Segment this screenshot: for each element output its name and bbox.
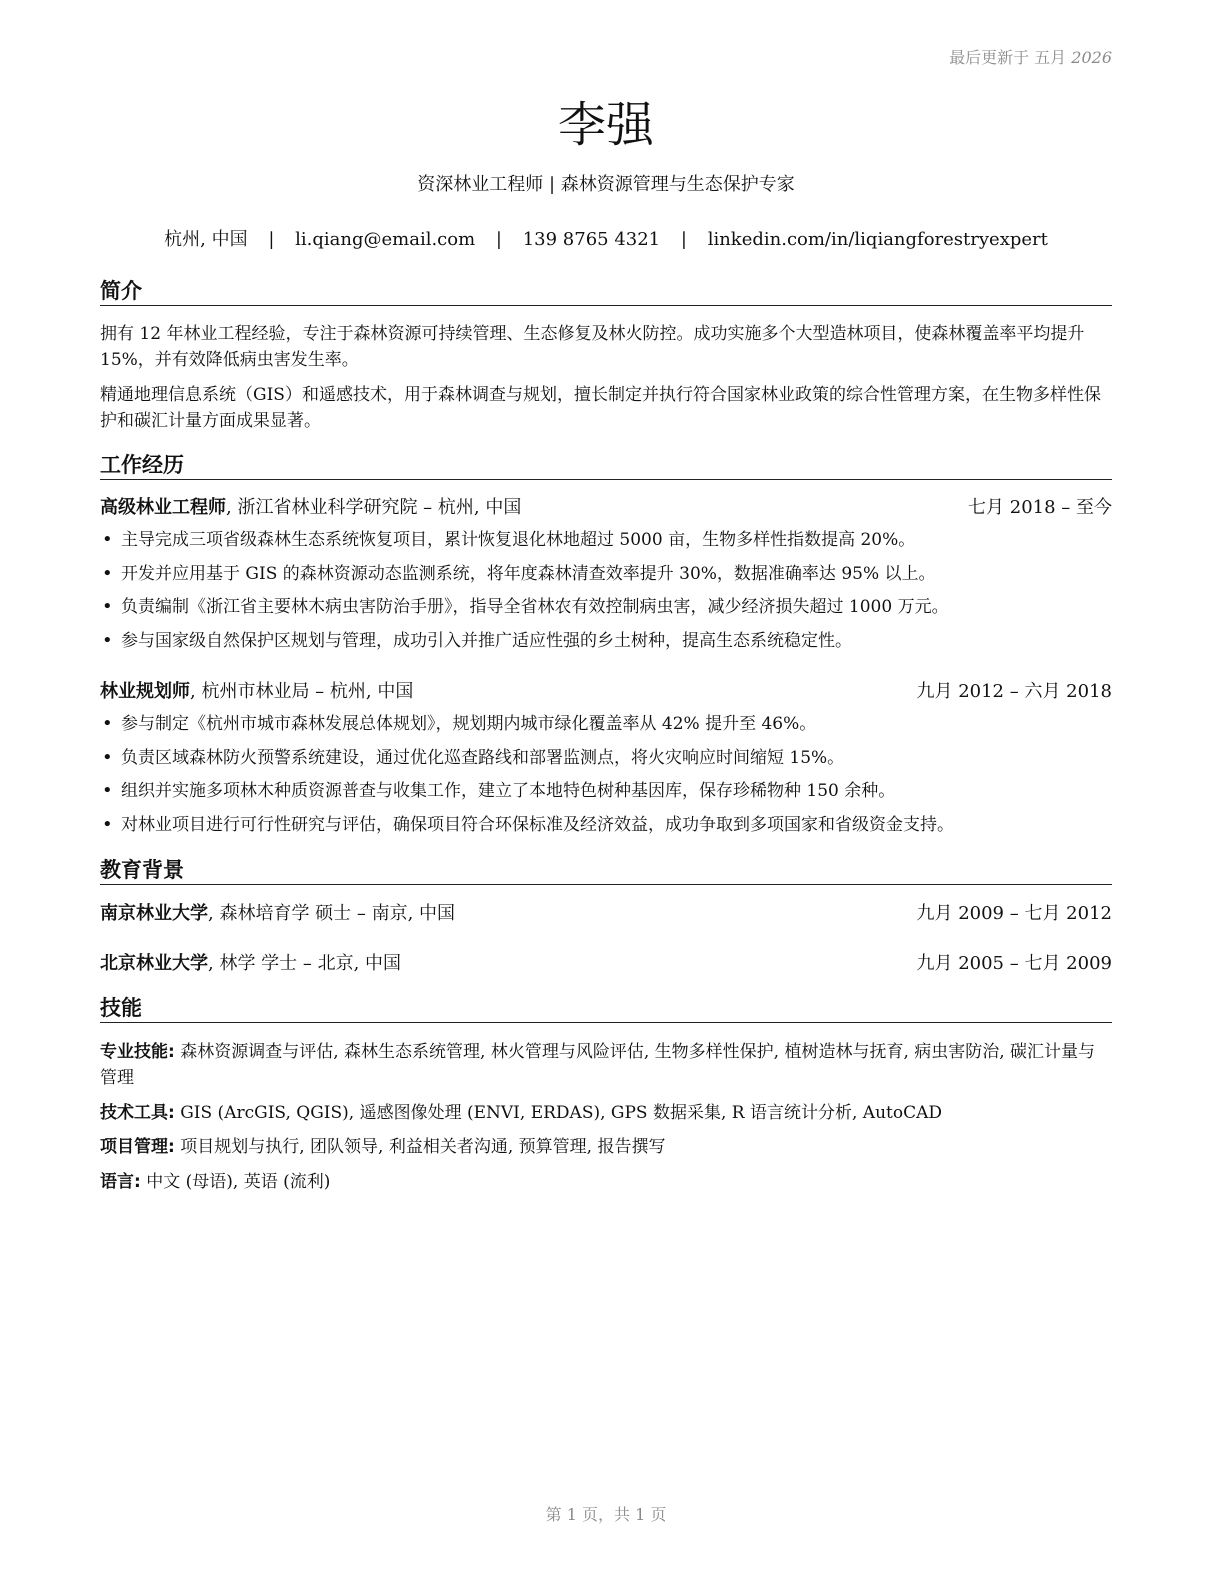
degree-detail: , 林学 学士 – 北京, 中国 <box>208 953 402 974</box>
contact-phone: 139 8765 4321 <box>522 229 661 250</box>
degree-detail: , 森林培育学 硕士 – 南京, 中国 <box>208 903 456 924</box>
contact-line <box>100 225 1112 251</box>
list-item: • 参与国家级自然保护区规划与管理，成功引入并推广适应性强的乡土树种，提高生态系统稳定性。 <box>100 628 1112 662</box>
school-name: 北京林业大学 <box>100 953 208 974</box>
contact-email-link[interactable]: li.qiang@email.com <box>295 229 476 250</box>
resume-page <box>100 0 1112 1584</box>
education-item <box>100 952 1112 976</box>
candidate-headline: 资深林业工程师 | 森林资源管理与生态保护专家 <box>417 174 795 195</box>
skill-label: 语言: <box>100 1172 141 1192</box>
skill-text: 中文 (母语), 英语 (流利) <box>140 1172 331 1192</box>
job-role: 高级林业工程师 <box>100 497 226 518</box>
skill-line <box>100 1100 1112 1126</box>
contact-separator: | <box>495 229 502 250</box>
summary-paragraph: 精通地理信息系统（GIS）和遥感技术，用于森林调查与规划，擅长制定并执行符合国家林业政策的综合性管理方案，在生物多样性保护和碳汇计量方面成果显著。 <box>100 385 1101 431</box>
summary-paragraph: 拥有 12 年林业工程经验，专注于森林资源可持续管理、生态修复及林火防控。成功实施多个大型造林项目，使森林覆盖率平均提升 15%，并有效降低病虫害发生率。 <box>100 324 1085 370</box>
job-dates: 七月 2018 – 至今 <box>968 497 1112 518</box>
contact-separator: | <box>680 229 687 250</box>
candidate-name: 李强 <box>557 97 654 153</box>
list-item: • 负责编制《浙江省主要林木病虫害防治手册》，指导全省林农有效控制病虫害，减少经济损失超过 1000 万元。 <box>100 594 1112 628</box>
list-item: • 组织并实施多项林木种质资源普查与收集工作，建立了本地特色树种基因库，保存珍稀物种 150 余种。 <box>100 778 1112 812</box>
skill-text: 项目规划与执行, 团队领导, 利益相关者沟通, 预算管理, 报告撰写 <box>174 1137 666 1157</box>
job-header <box>100 680 1112 704</box>
list-item: • 负责区域森林防火预警系统建设，通过优化巡查路线和部署监测点，将火灾响应时间缩短 15%。 <box>100 745 1112 779</box>
skill-line <box>100 1134 1112 1160</box>
job-header <box>100 496 1112 520</box>
skill-line <box>100 1169 1112 1195</box>
skill-text: 森林资源调查与评估, 森林生态系统管理, 林火管理与风险评估, 生物多样性保护, 植树造林与抚育, 病虫害防治, 碳汇计量与管理 <box>100 1042 1096 1088</box>
education-dates: 九月 2005 – 七月 2009 <box>916 953 1112 974</box>
job-role: 林业规划师 <box>100 681 190 702</box>
list-item: • 对林业项目进行可行性研究与评估，确保项目符合环保标准及经济效益，成功争取到多项国家和省级资金支持。 <box>100 812 1112 846</box>
job-org: , 浙江省林业科学研究院 – 杭州, 中国 <box>226 497 522 518</box>
job-dates: 九月 2012 – 六月 2018 <box>916 681 1112 702</box>
job-org: , 杭州市林业局 – 杭州, 中国 <box>190 681 414 702</box>
job-bullets <box>100 527 1112 661</box>
last-updated-year: 2026 <box>1071 48 1112 67</box>
skill-text: GIS (ArcGIS, QGIS), 遥感图像处理 (ENVI, ERDAS), GPS 数据采集, R 语言统计分析, AutoCAD <box>174 1103 942 1123</box>
contact-separator: | <box>268 229 275 250</box>
last-updated-label: 最后更新于 五月 <box>949 48 1067 67</box>
contact-location: 杭州, 中国 <box>164 229 248 250</box>
education-item <box>100 902 1112 926</box>
school-name: 南京林业大学 <box>100 903 208 924</box>
list-item: • 主导完成三项省级森林生态系统恢复项目，累计恢复退化林地超过 5000 亩，生物多样性指数提高 20%。 <box>100 527 1112 561</box>
section-title-experience: 工作经历 <box>100 452 1112 480</box>
last-updated <box>949 45 1112 68</box>
section-title-education: 教育背景 <box>100 857 1112 885</box>
list-item: • 开发并应用基于 GIS 的森林资源动态监测系统，将年度森林清查效率提升 30%，数据准确率达 95% 以上。 <box>100 561 1112 595</box>
section-title-summary: 简介 <box>100 278 1112 306</box>
skill-line <box>100 1039 1112 1091</box>
page-number: 第 1 页，共 1 页 <box>545 1505 667 1524</box>
job-bullets <box>100 711 1112 845</box>
contact-linkedin-link[interactable]: linkedin.com/in/liqiangforestryexpert <box>707 229 1048 250</box>
skill-label: 专业技能: <box>100 1042 175 1062</box>
education-dates: 九月 2009 – 七月 2012 <box>916 903 1112 924</box>
section-title-skills: 技能 <box>100 995 1112 1023</box>
skill-label: 技术工具: <box>100 1103 175 1123</box>
skill-label: 项目管理: <box>100 1137 175 1157</box>
list-item: • 参与制定《杭州市城市森林发展总体规划》，规划期内城市绿化覆盖率从 42% 提升至 46%。 <box>100 711 1112 745</box>
